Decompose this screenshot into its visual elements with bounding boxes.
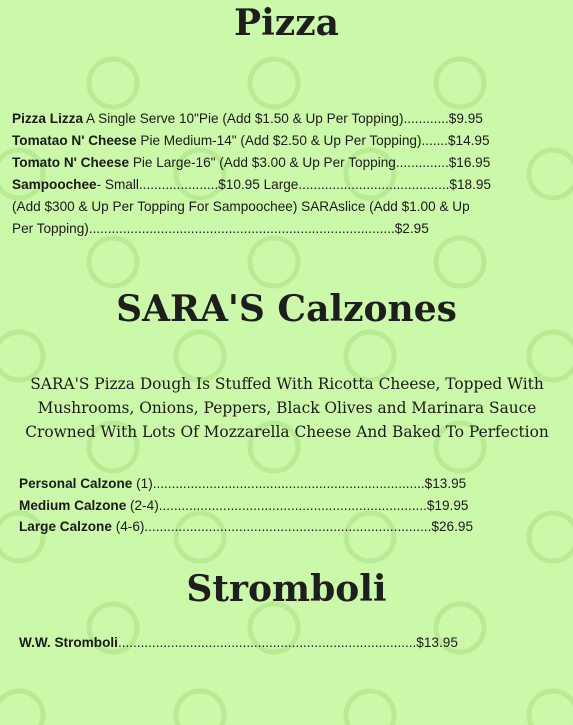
calzone-menu-line — [19, 516, 473, 539]
pizza-menu-line — [12, 108, 483, 131]
item-detail: (Add $300 & Up Per Topping For Sampoochee) SARAslice (Add $1.00 & Up — [12, 199, 470, 214]
pizza-menu-line — [12, 152, 490, 175]
item-name: Large Calzone — [19, 519, 112, 534]
item-detail: Per Topping).................................................................................$2.95 — [12, 221, 429, 236]
calzone-menu-line — [19, 473, 466, 496]
item-detail: Pie Medium-14" (Add $2.50 & Up Per Topping).......$14.95 — [136, 133, 490, 148]
calzones-description: SARA'S Pizza Dough Is Stuffed With Ricotta Cheese, Topped With Mushrooms, Onions, Peppers, Black Olives and Marinara Sauce Crowned With Lots Of Mozzarella Cheese And Baked To Perfection — [25, 375, 549, 441]
pizza-menu-line — [12, 196, 470, 219]
pizza-menu-line — [12, 218, 429, 241]
item-name: Tomatao N' Cheese — [12, 133, 137, 148]
item-detail: Pie Large-16" (Add $3.00 & Up Per Topping..............$16.95 — [129, 155, 491, 170]
pizza-menu-line — [12, 174, 491, 197]
item-detail: ...............................................................................$13.95 — [117, 635, 458, 650]
item-detail: (2-4).......................................................................$19.95 — [126, 498, 469, 513]
stromboli-heading: Stromboli — [186, 568, 387, 610]
item-detail: - Small.....................$10.95 Large........................................$18.95 — [96, 177, 491, 192]
item-detail: (1)........................................................................$13.95 — [132, 476, 467, 491]
item-name: Medium Calzone — [19, 498, 127, 513]
item-detail: (4-6)............................................................................$26.95 — [111, 519, 474, 534]
calzone-menu-line — [19, 495, 468, 518]
item-name: Tomato N' Cheese — [12, 155, 130, 170]
pizza-menu-line — [12, 130, 490, 153]
item-detail: A Single Serve 10"Pie (Add $1.50 & Up Per Topping)............$9.95 — [83, 111, 483, 126]
item-name: W.W. Stromboli — [19, 635, 118, 650]
pizza-heading: Pizza — [234, 2, 339, 44]
stromboli-menu-line — [19, 632, 458, 655]
item-name: Personal Calzone — [19, 476, 133, 491]
calzones-heading: SARA'S Calzones — [116, 288, 457, 330]
item-name: Sampoochee — [12, 177, 97, 192]
item-name: Pizza Lizza — [12, 111, 84, 126]
